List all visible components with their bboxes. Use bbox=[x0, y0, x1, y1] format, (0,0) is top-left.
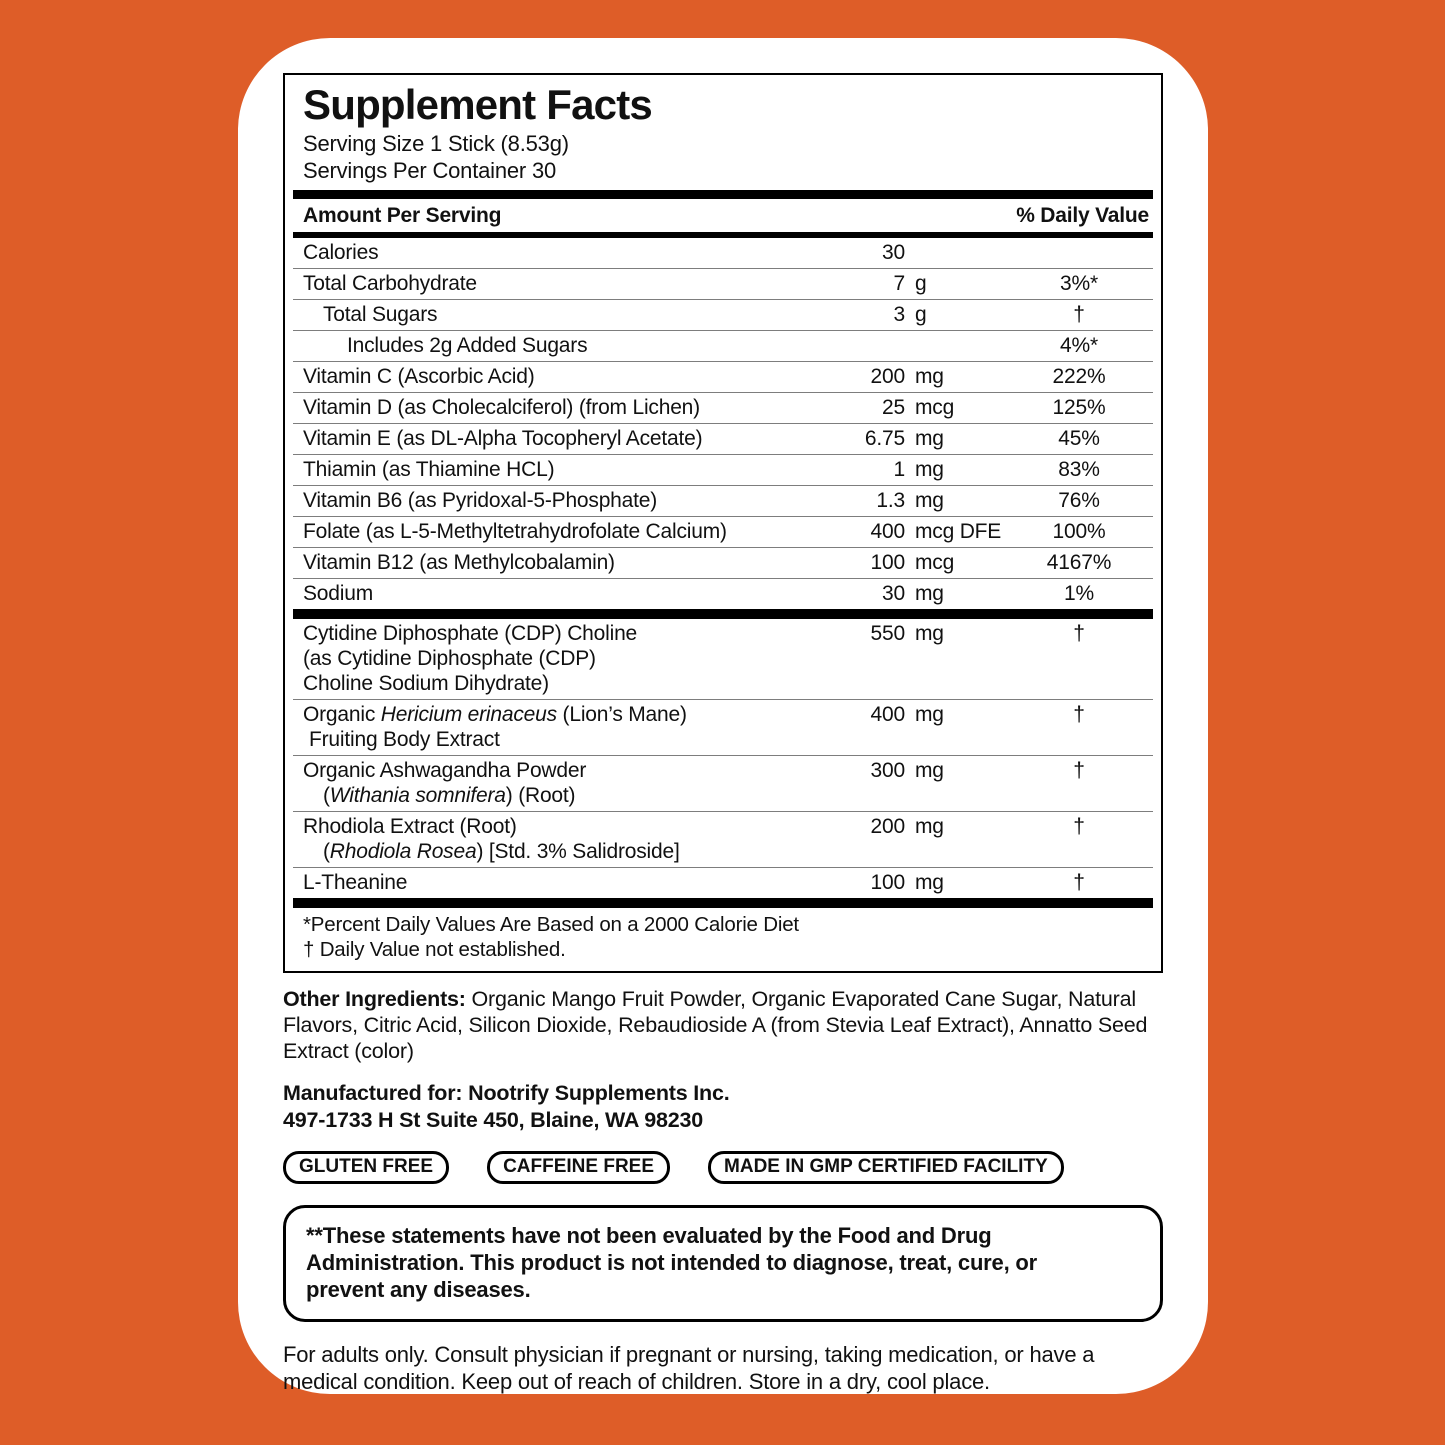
nutrient-unit: mg bbox=[915, 815, 944, 839]
nutrient-daily-value: 100% bbox=[1052, 520, 1106, 544]
nutrient-name: Total Sugars bbox=[323, 303, 438, 327]
nutrient-amount: 100 bbox=[870, 871, 905, 895]
other-ingredients-text: Organic Mango Fruit Powder, Organic Evaporated Cane Sugar, Natural Flavors, Citric Acid, Silicon Dioxide, Rebaudioside A (from Stevia Leaf Extract), Annatto Seed Extract (color) bbox=[283, 987, 1148, 1064]
badge-gmp-facility: MADE IN GMP CERTIFIED FACILITY bbox=[708, 1151, 1064, 1184]
nutrient-name: Vitamin E (as DL-Alpha Tocopheryl Acetate) bbox=[303, 427, 703, 451]
nutrient-daily-value: † bbox=[1073, 703, 1085, 727]
nutrient-amount: 200 bbox=[870, 815, 905, 839]
nutrient-name: Vitamin B6 (as Pyridoxal-5-Phosphate) bbox=[303, 489, 658, 513]
nutrient-amount: 200 bbox=[870, 365, 905, 389]
nutrient-amount: 300 bbox=[870, 759, 905, 783]
nutrient-unit: mg bbox=[915, 365, 944, 389]
nutrient-daily-value: 83% bbox=[1058, 458, 1100, 482]
serving-size: Serving Size 1 Stick (8.53g) bbox=[303, 131, 569, 157]
manufacturer-address: 497-1733 H St Suite 450, Blaine, WA 98230 bbox=[283, 1108, 704, 1133]
nutrient-name: Cytidine Diphosphate (CDP) Choline (as Cytidine Diphosphate (CDP) Choline Sodium Dihydrate) bbox=[303, 622, 638, 696]
nutrient-row bbox=[293, 238, 1153, 268]
servings-per-container: Servings Per Container 30 bbox=[303, 158, 557, 184]
badge-row bbox=[283, 1151, 1163, 1184]
nutrient-daily-value: 4167% bbox=[1046, 551, 1112, 575]
nutrient-unit: mcg bbox=[915, 551, 955, 575]
nutrient-name: Vitamin D (as Cholecalciferol) (from Lichen) bbox=[303, 396, 700, 420]
nutrient-amount: 30 bbox=[882, 582, 905, 606]
badge-gluten-free: GLUTEN FREE bbox=[283, 1151, 449, 1184]
nutrient-row bbox=[293, 393, 1153, 423]
nutrient-name: Total Carbohydrate bbox=[303, 272, 477, 296]
nutrient-row bbox=[293, 486, 1153, 516]
nutrient-row bbox=[293, 455, 1153, 485]
panel-title: Supplement Facts bbox=[303, 81, 652, 128]
nutrient-row bbox=[293, 331, 1153, 361]
nutrient-row bbox=[293, 812, 1153, 867]
other-ingredients-label: Other Ingredients: bbox=[283, 987, 466, 1012]
nutrient-amount: 400 bbox=[870, 703, 905, 727]
nutrient-unit: g bbox=[915, 303, 927, 327]
nutrient-row bbox=[293, 579, 1153, 609]
nutrient-daily-value: 76% bbox=[1058, 489, 1100, 513]
nutrient-amount: 3 bbox=[893, 303, 905, 327]
section-divider bbox=[293, 898, 1153, 908]
nutrient-row bbox=[293, 362, 1153, 392]
nutrient-daily-value: 125% bbox=[1052, 396, 1106, 420]
nutrient-daily-value: 1% bbox=[1064, 582, 1094, 606]
nutrient-daily-value: 4%* bbox=[1060, 334, 1098, 358]
footnote-dagger: † Daily Value not established. bbox=[303, 938, 566, 962]
badge-caffeine-free: CAFFEINE FREE bbox=[487, 1151, 670, 1184]
nutrient-row bbox=[293, 300, 1153, 330]
nutrient-unit: mg bbox=[915, 458, 944, 482]
nutrient-amount: 550 bbox=[870, 622, 905, 646]
nutrient-rows bbox=[293, 238, 1153, 908]
nutrient-name: Organic Hericium erinaceus (Lion’s Mane) Fruiting Body Extract bbox=[303, 703, 687, 752]
nutrient-unit: mg bbox=[915, 871, 944, 895]
nutrient-name: Organic Ashwagandha Powder (Withania somnifera) (Root) bbox=[303, 759, 587, 808]
nutrient-unit: mg bbox=[915, 759, 944, 783]
footnotes bbox=[293, 908, 1153, 971]
nutrient-daily-value: 45% bbox=[1058, 427, 1100, 451]
nutrient-amount: 25 bbox=[882, 396, 905, 420]
manufacturer-line: Manufactured for: Nootrify Supplements Inc. bbox=[283, 1081, 730, 1106]
nutrient-name: L-Theanine bbox=[303, 871, 408, 895]
nutrient-unit: mcg DFE bbox=[915, 520, 1002, 544]
usage-warning: For adults only. Consult physician if pregnant or nursing, taking medication, or have a medical condition. Keep out of reach of children. Store in a dry, cool place. bbox=[283, 1342, 1095, 1395]
nutrient-row bbox=[293, 424, 1153, 454]
nutrient-unit: mg bbox=[915, 582, 944, 606]
nutrient-row bbox=[293, 548, 1153, 578]
nutrient-daily-value: 222% bbox=[1052, 365, 1106, 389]
nutrient-unit: mg bbox=[915, 622, 944, 646]
nutrient-amount: 1.3 bbox=[876, 489, 905, 513]
manufacturer-info bbox=[283, 1080, 1163, 1134]
footnote-daily-values: *Percent Daily Values Are Based on a 2000 Calorie Diet bbox=[303, 913, 799, 937]
nutrient-amount: 30 bbox=[882, 241, 905, 265]
nutrient-name: Thiamin (as Thiamine HCL) bbox=[303, 458, 555, 482]
nutrient-row bbox=[293, 756, 1153, 811]
nutrient-daily-value: † bbox=[1073, 759, 1085, 783]
section-divider bbox=[293, 609, 1153, 619]
nutrient-name: Vitamin B12 (as Methylcobalamin) bbox=[303, 551, 615, 575]
nutrient-unit: mg bbox=[915, 489, 944, 513]
nutrient-unit: g bbox=[915, 272, 927, 296]
nutrient-amount: 7 bbox=[893, 272, 905, 296]
amount-per-serving-label: Amount Per Serving bbox=[303, 204, 502, 228]
nutrient-row bbox=[293, 269, 1153, 299]
nutrient-name: Sodium bbox=[303, 582, 374, 606]
nutrient-name: Includes 2g Added Sugars bbox=[347, 334, 588, 358]
label-card bbox=[238, 38, 1208, 1394]
nutrient-unit: mg bbox=[915, 427, 944, 451]
nutrient-amount: 100 bbox=[870, 551, 905, 575]
other-ingredients bbox=[283, 986, 1163, 1064]
nutrient-row bbox=[293, 619, 1153, 699]
nutrient-daily-value: † bbox=[1073, 815, 1085, 839]
fda-disclaimer-text: **These statements have not been evaluated by the Food and Drug Administration. This product is not intended to diagnose, treat, cure, or prevent any diseases. bbox=[306, 1223, 1038, 1303]
supplement-facts-panel bbox=[283, 73, 1163, 973]
nutrient-amount: 400 bbox=[870, 520, 905, 544]
nutrient-daily-value: † bbox=[1073, 871, 1085, 895]
nutrient-amount: 6.75 bbox=[864, 427, 905, 451]
nutrient-daily-value: † bbox=[1073, 622, 1085, 646]
thick-divider-top bbox=[293, 190, 1153, 199]
fda-disclaimer-box bbox=[283, 1205, 1163, 1322]
nutrient-name: Vitamin C (Ascorbic Acid) bbox=[303, 365, 535, 389]
nutrient-unit: mg bbox=[915, 703, 944, 727]
nutrient-daily-value: † bbox=[1073, 303, 1085, 327]
nutrient-daily-value: 3%* bbox=[1060, 272, 1098, 296]
nutrient-unit: mcg bbox=[915, 396, 955, 420]
nutrient-name: Rhodiola Extract (Root) (Rhodiola Rosea) [Std. 3% Salidroside] bbox=[303, 815, 680, 864]
nutrient-row bbox=[293, 700, 1153, 755]
nutrient-amount: 1 bbox=[893, 458, 905, 482]
daily-value-label: % Daily Value bbox=[1016, 204, 1149, 228]
nutrient-row bbox=[293, 517, 1153, 547]
amount-header-row bbox=[293, 199, 1153, 232]
nutrient-row bbox=[293, 868, 1153, 898]
nutrient-name: Folate (as L-5-Methyltetrahydrofolate Calcium) bbox=[303, 520, 727, 544]
nutrient-name: Calories bbox=[303, 241, 379, 265]
